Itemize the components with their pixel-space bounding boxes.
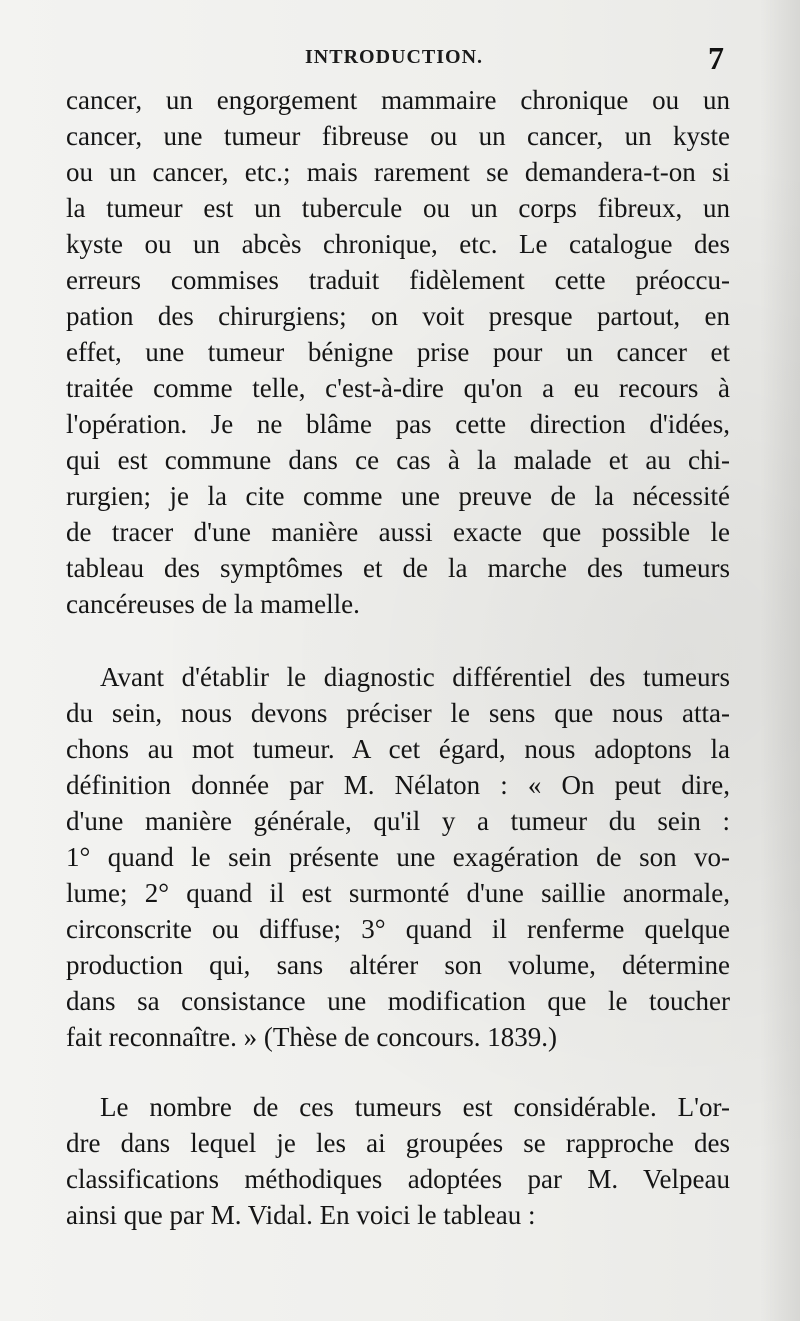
text-line: erreurs commises traduit fidèlement cette préoccu- <box>66 265 730 295</box>
running-head: INTRODUCTION. <box>305 46 484 68</box>
text-line: 1° quand le sein présente une exagération de son vo- <box>66 842 730 872</box>
text-line: chons au mot tumeur. A cet égard, nous adoptons la <box>66 734 730 764</box>
text-line: dans sa consistance une modification que le toucher <box>66 986 730 1016</box>
text-line: Avant d'établir le diagnostic différentiel des tumeurs <box>100 662 730 692</box>
text-line: ou un cancer, etc.; mais rarement se demandera-t-on si <box>66 157 730 187</box>
text-line: kyste ou un abcès chronique, etc. Le catalogue des <box>66 229 730 259</box>
text-line: fait reconnaître. » (Thèse de concours. 1839.) <box>66 1022 558 1052</box>
paragraph-2 <box>66 659 730 1055</box>
paragraph-1 <box>66 82 730 622</box>
text-line: de tracer d'une manière aussi exacte que possible le <box>66 517 730 547</box>
text-line: ainsi que par M. Vidal. En voici le tableau : <box>66 1200 536 1230</box>
text-line: circonscrite ou diffuse; 3° quand il renferme quelque <box>66 914 730 944</box>
text-line: cancéreuses de la mamelle. <box>66 589 360 619</box>
text-line: dre dans lequel je les ai groupées se rapproche des <box>66 1128 730 1158</box>
text-line: effet, une tumeur bénigne prise pour un cancer et <box>66 337 730 367</box>
text-line: production qui, sans altérer son volume, détermine <box>66 950 730 980</box>
text-line: l'opération. Je ne blâme pas cette direction d'idées, <box>66 409 730 439</box>
text-line: traitée comme telle, c'est-à-dire qu'on a eu recours à <box>66 373 730 403</box>
text-line: cancer, une tumeur fibreuse ou un cancer, un kyste <box>66 121 730 151</box>
text-line: classifications méthodiques adoptées par M. Velpeau <box>66 1164 730 1194</box>
text-line: qui est commune dans ce cas à la malade et au chi- <box>66 445 730 475</box>
text-line: pation des chirurgiens; on voit presque partout, en <box>66 301 730 331</box>
text-line: définition donnée par M. Nélaton : « On peut dire, <box>66 770 730 800</box>
text-line: d'une manière générale, qu'il y a tumeur du sein : <box>66 806 730 836</box>
text-line: du sein, nous devons préciser le sens que nous atta- <box>66 698 730 728</box>
text-line: lume; 2° quand il est surmonté d'une saillie anormale, <box>66 878 730 908</box>
page-number: 7 <box>708 40 724 76</box>
text-line: la tumeur est un tubercule ou un corps fibreux, un <box>66 193 730 223</box>
page-edge-shadow <box>760 0 800 1321</box>
text-line: rurgien; je la cite comme une preuve de la nécessité <box>66 481 730 511</box>
text-line: cancer, un engorgement mammaire chronique ou un <box>66 85 730 115</box>
text-line: tableau des symptômes et de la marche des tumeurs <box>66 553 730 583</box>
text-line: Le nombre de ces tumeurs est considérable. L'or- <box>100 1092 730 1122</box>
paragraph-3 <box>66 1089 730 1233</box>
